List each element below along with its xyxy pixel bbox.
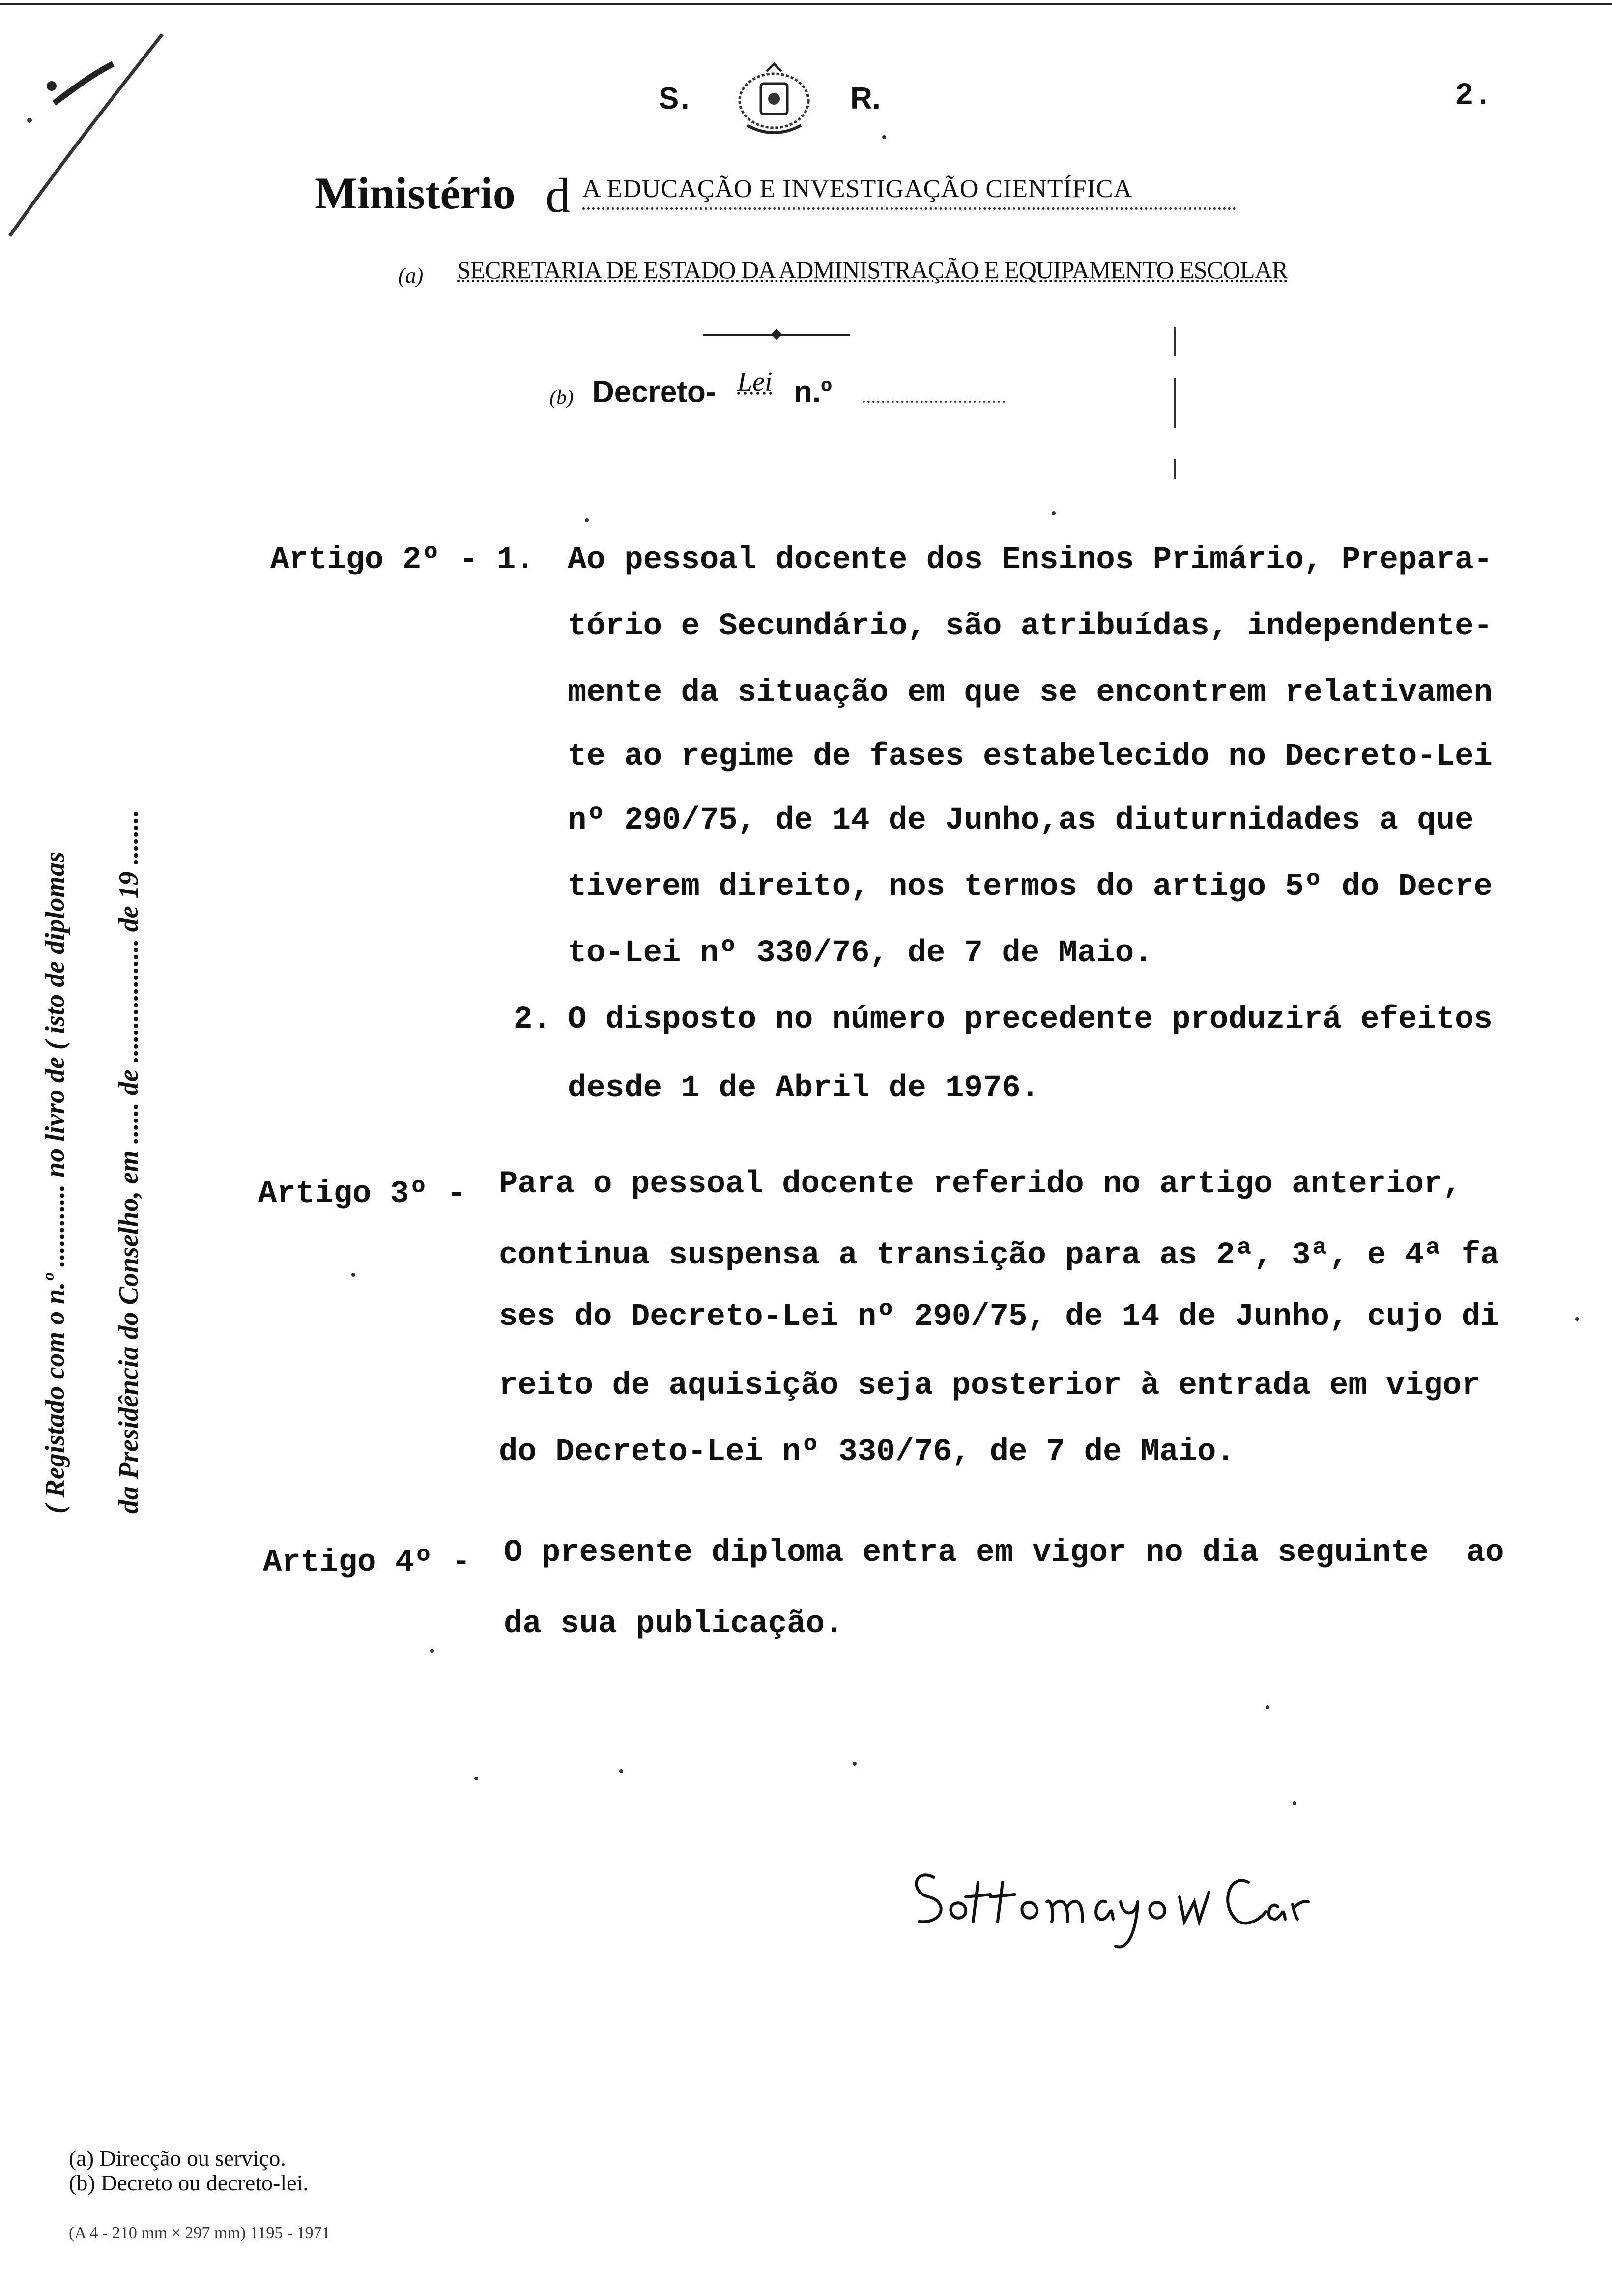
coat-of-arms-icon	[732, 61, 816, 140]
paper-speck	[1266, 1705, 1269, 1709]
decree-number-label: n.º	[794, 375, 832, 409]
margin-mark	[1174, 459, 1176, 479]
header-r: R.	[850, 82, 881, 115]
paper-speck	[882, 135, 886, 139]
paper-speck	[1575, 1317, 1579, 1321]
article-2-paragraph-2-heading: 2.	[514, 1002, 551, 1037]
ministry-prefix: Ministério	[315, 168, 516, 218]
paper-speck	[853, 1762, 857, 1766]
article-4-line: da sua publicação.	[504, 1607, 844, 1642]
registration-margin-line-1: ( Registado com o n.º ............ no livro de ( isto de diplomas	[40, 852, 70, 1514]
footnote-a: (a) Direcção ou serviço.	[69, 2146, 286, 2171]
paper-speck	[351, 1273, 355, 1277]
article-2-paragraph-2-line: O disposto no número precedente produzirá efeitos	[568, 1002, 1493, 1037]
article-4-heading: Artigo 4º -	[263, 1545, 471, 1580]
article-4-line: O presente diploma entra em vigor no dia seguinte ao	[504, 1535, 1504, 1571]
corner-pen-stroke	[0, 20, 177, 246]
divider-diamond	[771, 329, 782, 340]
article-2-heading: Artigo 2º - 1.	[270, 543, 535, 578]
paper-speck	[585, 518, 589, 522]
header-s: S.	[659, 82, 691, 115]
top-border-line	[0, 3, 1612, 5]
article-2-paragraph-2-line: desde 1 de Abril de 1976.	[568, 1071, 1040, 1106]
article-2-line: to-Lei nº 330/76, de 7 de Maio.	[568, 936, 1153, 971]
paper-speck	[1293, 1801, 1296, 1805]
article-2-line: Ao pessoal docente dos Ensinos Primário, Prepara-	[568, 543, 1493, 578]
decree-number-field	[863, 401, 1005, 403]
paper-speck	[1052, 511, 1056, 515]
print-reference: (A 4 - 210 mm × 297 mm) 1195 - 1971	[69, 2224, 330, 2242]
ministry-name: A EDUCAÇÃO E INVESTIGAÇÃO CIENTÍFICA	[582, 174, 1236, 210]
paper-speck	[430, 1649, 434, 1653]
decree-text: Decreto-	[592, 375, 716, 409]
decree-lei-handwritten: Lei	[737, 367, 773, 397]
page-number: 2.	[1455, 79, 1493, 114]
signature	[904, 1838, 1317, 1956]
article-2-line: tiverem direito, nos termos do artigo 5º do Decre	[568, 869, 1493, 905]
article-3-line: Para o pessoal docente referido no artigo anterior,	[499, 1167, 1462, 1202]
article-2-line: nº 290/75, de 14 de Junho,as diuturnidades a que	[568, 803, 1474, 838]
article-3-line: continua suspensa a transição para as 2ª, 3ª, e 4ª fa	[499, 1238, 1499, 1273]
article-3-line: ses do Decreto-Lei nº 290/75, de 14 de Junho, cujo di	[499, 1299, 1499, 1335]
article-2-line: tório e Secundário, são atribuídas, independente-	[568, 609, 1493, 644]
registration-margin-line-2: da Presidência do Conselho, em ...... de .................. de 19 ........	[114, 809, 144, 1514]
article-3-line: reito de aquisição seja posterior à entrada em vigor	[499, 1368, 1481, 1404]
secretariat-name: SECRETARIA DE ESTADO DA ADMINISTRAÇÃO E EQUIPAMENTO ESCOLAR	[457, 256, 1288, 284]
footnote-b: (b) Decreto ou decreto-lei.	[69, 2170, 309, 2195]
ministry-d: d	[546, 168, 570, 223]
secretariat-label: (a)	[398, 263, 424, 287]
paper-speck	[474, 1777, 478, 1780]
article-3-line: do Decreto-Lei nº 330/76, de 7 de Maio.	[499, 1435, 1235, 1470]
article-2-line: mente da situação em que se encontrem relativamen	[568, 675, 1493, 711]
article-2-line: te ao regime de fases estabelecido no Decreto-Lei	[568, 739, 1493, 775]
paper-speck	[619, 1769, 623, 1773]
margin-mark	[1174, 378, 1176, 428]
article-3-heading: Artigo 3º -	[258, 1177, 466, 1212]
margin-mark	[1174, 327, 1176, 356]
decree-label: (b)	[549, 386, 574, 409]
